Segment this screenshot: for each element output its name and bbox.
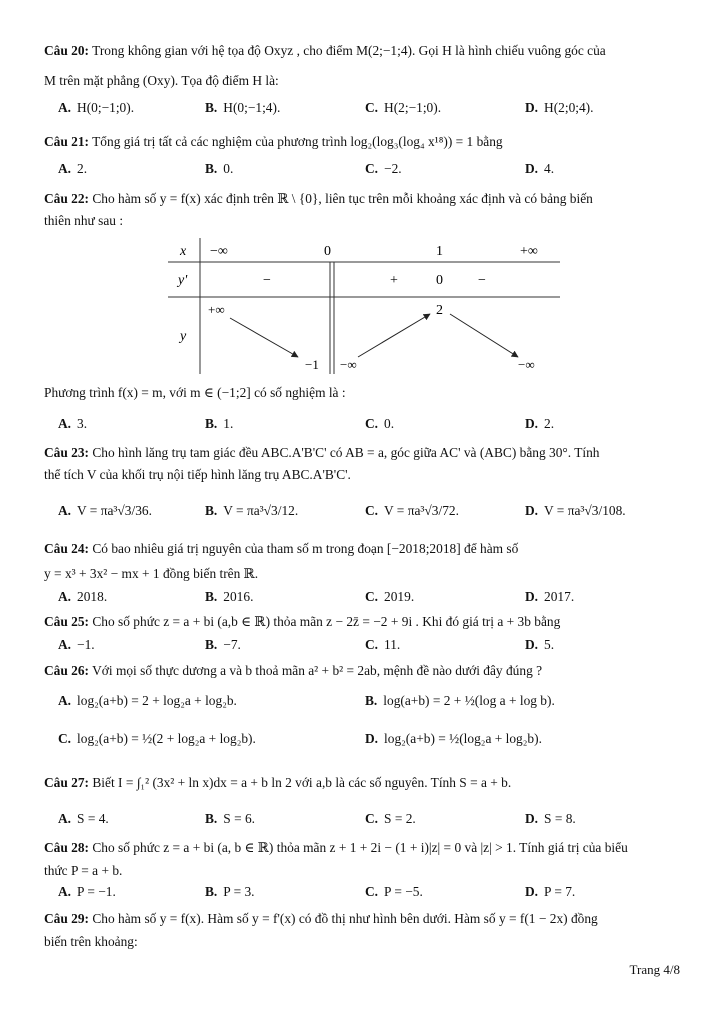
option-a[interactable]: A. V = πa³√3/36.: [58, 503, 152, 518]
option-d[interactable]: D. 4.: [525, 161, 555, 176]
question-26-options-row1: [44, 690, 684, 712]
option-a[interactable]: A. 3.: [58, 416, 88, 431]
question-20-options: [44, 97, 684, 119]
option-b[interactable]: B. S = 6.: [205, 811, 256, 826]
option-c[interactable]: C. 2019.: [365, 589, 415, 604]
option-c[interactable]: C. log₂(a+b) = ½(2 + log₂a + log₂b).: [58, 731, 256, 746]
question-26: Câu 26: Với mọi số thực dương a và b thoả mãn a² + b² = 2ab, mệnh đề nào dưới đây đúng ?: [44, 663, 543, 678]
sign: +: [390, 273, 398, 288]
question-23-line2: thể tích V của khối trụ nội tiếp hình lăng trụ ABC.A'B'C'.: [44, 467, 351, 482]
option-b[interactable]: B. log(a+b) = 2 + ½(log a + log b).: [365, 693, 555, 708]
y-value: −1: [305, 357, 319, 372]
option-d[interactable]: D. P = 7.: [525, 884, 576, 899]
y-value: −∞: [518, 357, 535, 372]
option-d[interactable]: D. V = πa³√3/108.: [525, 503, 626, 518]
y-value: +∞: [208, 302, 225, 317]
question-25: Câu 25: Cho số phức z = a + bi (a,b ∈ ℝ) thỏa mãn z − 2z̄ = −2 + 9i . Khi đó giá trị a + 3b bằng: [44, 614, 561, 629]
option-c[interactable]: C. P = −5.: [365, 884, 423, 899]
sign: −: [478, 273, 486, 288]
question-22-options: [44, 413, 684, 435]
option-d[interactable]: D. H(2;0;4).: [525, 100, 594, 115]
question-21: Câu 21: Tổng giá trị tất cả các nghiệm của phương trình log₂(log₃(log₄ x¹⁸)) = 1 bằng: [44, 134, 503, 149]
x-value: +∞: [520, 244, 538, 259]
y-value: 2: [436, 303, 443, 318]
question-24-line2: y = x³ + 3x² − mx + 1 đồng biến trên ℝ.: [44, 566, 259, 581]
question-27: Câu 27: Biết I = ∫₁² (3x² + ln x)dx = a + b ln 2 với a,b là các số nguyên. Tính S = a + b.: [44, 775, 512, 790]
page-number: Trang 4/8: [629, 962, 680, 977]
variation-table: [168, 238, 560, 374]
question-24-options: [44, 586, 684, 608]
question-29: Câu 29: Cho hàm số y = f(x). Hàm số y = f'(x) có đồ thị như hình bên dưới. Hàm số y = f(1 − 2x) đồng: [44, 911, 598, 926]
option-c[interactable]: C. 11.: [365, 637, 401, 652]
x-value: 1: [436, 244, 443, 259]
option-a[interactable]: A. 2018.: [58, 589, 108, 604]
option-c[interactable]: C. −2.: [365, 161, 402, 176]
question-22: Câu 22: Cho hàm số y = f(x) xác định trên ℝ \ {0}, liên tục trên mỗi khoảng xác định và có bảng biến: [44, 191, 593, 206]
question-text: Trong không gian với hệ tọa độ Oxyz , cho điểm M(2;−1;4). Gọi H là hình chiếu vuông góc của: [92, 43, 606, 58]
row-label-y: y: [180, 329, 187, 344]
question-26-options-row2: [44, 728, 684, 750]
question-24: Câu 24: Có bao nhiêu giá trị nguyên của tham số m trong đoạn [−2018;2018] để hàm số: [44, 541, 519, 556]
question-28-line2: thức P = a + b.: [44, 863, 123, 878]
question-22-line3: Phương trình f(x) = m, với m ∈ (−1;2] có số nghiệm là :: [44, 385, 346, 400]
question-20: [44, 40, 684, 61]
option-d[interactable]: D. log₂(a+b) = ½(log₂a + log₂b).: [365, 731, 542, 746]
y-value: −∞: [340, 357, 357, 372]
question-22-line2: thiên như sau :: [44, 213, 124, 228]
option-a[interactable]: A. S = 4.: [58, 811, 109, 826]
option-b[interactable]: B. V = πa³√3/12.: [205, 503, 299, 518]
option-b[interactable]: B. 1.: [205, 416, 234, 431]
option-a[interactable]: A. 2.: [58, 161, 88, 176]
option-c[interactable]: C. 0.: [365, 416, 395, 431]
question-23-options: [44, 500, 684, 522]
option-a[interactable]: A. −1.: [58, 637, 95, 652]
option-b[interactable]: B. P = 3.: [205, 884, 255, 899]
arrow-down: [450, 314, 518, 357]
row-label-yprime: y': [178, 273, 188, 288]
row-label-x: x: [180, 244, 187, 259]
question-28: Câu 28: Cho số phức z = a + bi (a, b ∈ ℝ) thỏa mãn z + 1 + 2i − (1 + i)|z| = 0 và |z| > 1. Tính giá trị của biểu: [44, 840, 628, 855]
option-b[interactable]: B. −7.: [205, 637, 241, 652]
sign: −: [263, 273, 271, 288]
option-b[interactable]: B. 0.: [205, 161, 234, 176]
arrow-down: [230, 318, 298, 357]
question-23: Câu 23: Cho hình lăng trụ tam giác đều ABC.A'B'C' có AB = a, góc giữa AC' và (ABC) bằng 30°. Tính: [44, 445, 600, 460]
arrow-up: [358, 314, 430, 357]
question-label: Câu 20:: [44, 43, 90, 58]
option-b[interactable]: B. 2016.: [205, 589, 254, 604]
sign: 0: [436, 273, 443, 288]
question-29-line2: biến trên khoảng:: [44, 934, 138, 949]
question-21-options: [44, 158, 684, 180]
option-a[interactable]: A. P = −1.: [58, 884, 116, 899]
question-25-options: [44, 634, 684, 656]
option-d[interactable]: D. 2017.: [525, 589, 575, 604]
question-20-line2: M trên mặt phẳng (Oxy). Tọa độ điểm H là:: [44, 73, 279, 88]
x-value: −∞: [210, 244, 228, 259]
x-value: 0: [324, 244, 331, 259]
option-a[interactable]: A. log₂(a+b) = 2 + log₂a + log₂b.: [58, 693, 237, 708]
option-c[interactable]: C. S = 2.: [365, 811, 416, 826]
option-d[interactable]: D. 2.: [525, 416, 555, 431]
option-c[interactable]: C. H(2;−1;0).: [365, 100, 442, 115]
option-d[interactable]: D. 5.: [525, 637, 555, 652]
option-a[interactable]: A. H(0;−1;0).: [58, 100, 135, 115]
question-28-options: [44, 881, 684, 903]
option-d[interactable]: D. S = 8.: [525, 811, 576, 826]
question-27-options: [44, 808, 684, 830]
option-b[interactable]: B. H(0;−1;4).: [205, 100, 281, 115]
option-c[interactable]: C. V = πa³√3/72.: [365, 503, 459, 518]
